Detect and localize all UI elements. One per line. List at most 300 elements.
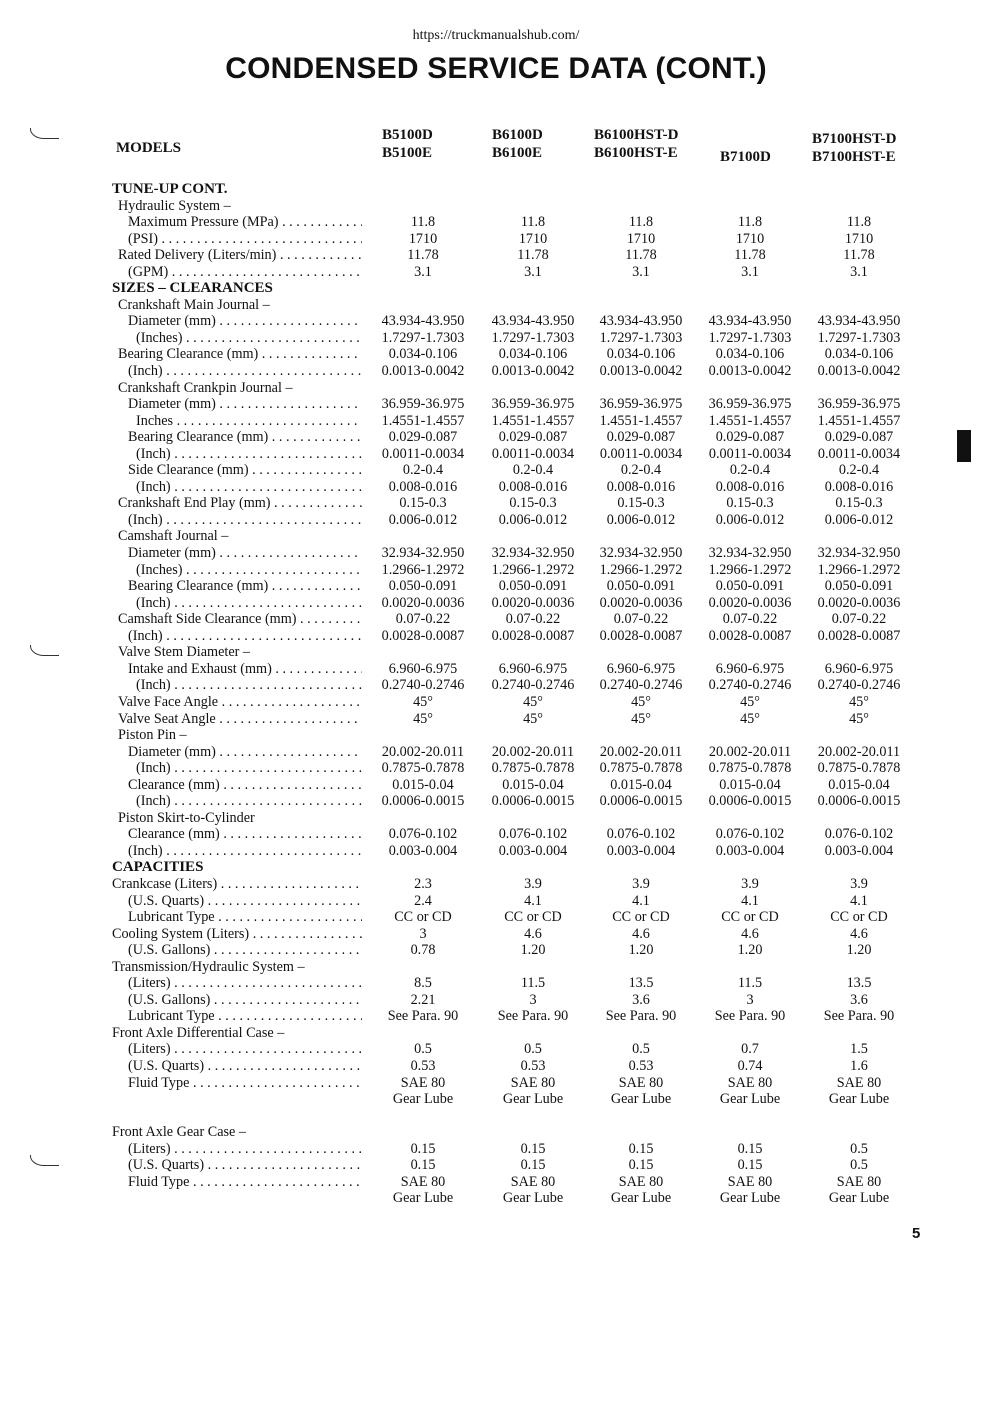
table-row (112, 959, 912, 976)
row-label: (Inch) . . . (112, 512, 362, 529)
value-cell: 43.934-43.950 (708, 313, 792, 330)
value-cell: 3.1 (632, 263, 650, 280)
value-cell: 0.0028-0.0087 (491, 627, 575, 644)
value-cell: 1710 (735, 230, 765, 247)
value-cell: 11.78 (843, 247, 875, 264)
table-row (112, 760, 912, 777)
table-row (112, 611, 912, 628)
table-row (112, 628, 912, 645)
value-cell: SAE 80 (836, 1173, 882, 1190)
value-cell: 0.008-0.016 (388, 478, 458, 495)
value-cell: 0.050-0.091 (498, 578, 568, 595)
row-label: Crankshaft End Play (mm) . . . (112, 495, 362, 512)
value-cell: 36.959-36.975 (817, 396, 901, 413)
value-cell: 43.934-43.950 (491, 313, 575, 330)
table-row (112, 330, 912, 347)
value-cell: 45° (413, 710, 433, 727)
row-label: (PSI) . . . (112, 231, 362, 248)
row-label: Hydraulic System – (118, 197, 231, 214)
table-row (112, 1058, 912, 1075)
table-row (112, 744, 912, 761)
value-cell: 3 (529, 991, 537, 1008)
value-cell: 0.0028-0.0087 (708, 627, 792, 644)
value-cell: 43.934-43.950 (817, 313, 901, 330)
model-name: B6100HST-D (594, 127, 679, 143)
row-label: Crankshaft Crankpin Journal – (118, 379, 293, 396)
row-label: (Inches) . . . (112, 562, 362, 579)
value-cell: See Para. 90 (714, 1008, 786, 1025)
table-row (112, 1141, 912, 1158)
value-cell: 45° (740, 693, 760, 710)
page-number: 5 (912, 1225, 921, 1242)
table-row (112, 346, 912, 363)
value-cell: 43.934-43.950 (599, 313, 683, 330)
row-label: Piston Pin – (118, 727, 187, 744)
value-cell: 13.5 (628, 975, 654, 992)
value-cell: 0.008-0.016 (715, 478, 785, 495)
value-cell: SAE 80 (618, 1074, 664, 1091)
value-cell: 0.050-0.091 (606, 578, 676, 595)
binding-hole-mark (30, 1155, 59, 1166)
value-cell: 0.15 (737, 1157, 763, 1174)
value-cell: 0.15-0.3 (509, 495, 557, 512)
value-cell: 1710 (626, 230, 656, 247)
table-row (112, 727, 912, 744)
value-cell: 20.002-20.011 (491, 743, 575, 760)
value-cell: 11.8 (628, 214, 654, 231)
value-cell: 2.4 (414, 892, 432, 909)
value-cell: 0.0020-0.0036 (381, 594, 465, 611)
value-cell: 3.9 (850, 875, 868, 892)
model-name: B6100D (492, 127, 543, 143)
value-cell: CC or CD (830, 909, 888, 926)
value-cell: 0.53 (520, 1057, 546, 1074)
value-cell: 0.5 (632, 1041, 650, 1058)
value-cell: Gear Lube (610, 1190, 672, 1207)
table-row (112, 1075, 912, 1092)
value-cell: 45° (523, 710, 543, 727)
value-cell: 32.934-32.950 (599, 545, 683, 562)
value-cell: 0.0006-0.0015 (381, 793, 465, 810)
value-cell: Gear Lube (828, 1091, 890, 1108)
row-label: (U.S. Quarts) . . . (112, 1157, 362, 1174)
value-cell: 1.2966-1.2972 (708, 561, 792, 578)
value-cell: 4.1 (741, 892, 759, 909)
row-label: (GPM) . . . (112, 264, 362, 281)
value-cell: 0.076-0.102 (715, 826, 785, 843)
value-cell: 11.8 (846, 214, 872, 231)
value-cell: 0.5 (850, 1157, 868, 1174)
row-label: Fluid Type . . . (112, 1075, 362, 1092)
table-row (112, 462, 912, 479)
value-cell: 32.934-32.950 (491, 545, 575, 562)
row-label: (Inch) . . . (112, 793, 362, 810)
table-row (112, 214, 912, 231)
value-cell: 0.034-0.106 (824, 346, 894, 363)
value-cell: 1.20 (846, 942, 872, 959)
value-cell: 0.076-0.102 (388, 826, 458, 843)
row-label: (Inch) . . . (112, 363, 362, 380)
value-cell: 0.0006-0.0015 (817, 793, 901, 810)
value-cell: 0.0011-0.0034 (599, 445, 683, 462)
value-cell: 0.7875-0.7878 (817, 760, 901, 777)
value-cell: 0.5 (524, 1041, 542, 1058)
row-label: (Inch) . . . (112, 677, 362, 694)
table-row (112, 942, 912, 959)
value-cell: 0.050-0.091 (715, 578, 785, 595)
row-label: (Inch) . . . (112, 628, 362, 645)
table-row (112, 677, 912, 694)
value-cell: 36.959-36.975 (599, 396, 683, 413)
value-cell: 0.008-0.016 (824, 478, 894, 495)
value-cell: 11.5 (737, 975, 763, 992)
value-cell: 0.2-0.4 (512, 462, 554, 479)
model-name: B7100D (720, 149, 771, 165)
value-cell: 45° (523, 693, 543, 710)
value-cell: 4.6 (741, 925, 759, 942)
value-cell: 6.960-6.975 (606, 660, 676, 677)
table-row (112, 545, 912, 562)
table-row (112, 826, 912, 843)
value-cell: 6.960-6.975 (824, 660, 894, 677)
value-cell: Gear Lube (502, 1190, 564, 1207)
value-cell: 0.53 (410, 1057, 436, 1074)
value-cell: 0.0020-0.0036 (599, 594, 683, 611)
value-cell: 0.015-0.04 (719, 776, 781, 793)
value-cell: 6.960-6.975 (388, 660, 458, 677)
row-label: (Liters) . . . (112, 975, 362, 992)
value-cell: 0.050-0.091 (824, 578, 894, 595)
value-cell: 32.934-32.950 (708, 545, 792, 562)
value-cell: 0.53 (628, 1057, 654, 1074)
value-cell: 0.050-0.091 (388, 578, 458, 595)
row-label: Diameter (mm) . . . (112, 545, 362, 562)
value-cell: 0.034-0.106 (498, 346, 568, 363)
table-row (112, 429, 912, 446)
model-column-5 (812, 130, 922, 166)
value-cell: 0.006-0.012 (388, 511, 458, 528)
value-cell: 3.9 (741, 875, 759, 892)
value-cell: 0.0020-0.0036 (708, 594, 792, 611)
value-cell: Gear Lube (719, 1091, 781, 1108)
value-cell: 0.015-0.04 (828, 776, 890, 793)
row-label: Camshaft Journal – (118, 528, 229, 545)
value-cell: 0.0013-0.0042 (381, 363, 465, 380)
value-cell: 0.15 (520, 1140, 546, 1157)
table-row (112, 711, 912, 728)
table-row (112, 992, 912, 1009)
value-cell: 0.076-0.102 (824, 826, 894, 843)
row-label: (U.S. Quarts) . . . (112, 893, 362, 910)
table-row (112, 495, 912, 512)
row-label: Rated Delivery (Liters/min) . . . (112, 247, 362, 264)
table-row (112, 975, 912, 992)
row-label: Front Axle Gear Case – (112, 1124, 246, 1141)
value-cell: 6.960-6.975 (715, 660, 785, 677)
value-cell: 11.8 (520, 214, 546, 231)
value-cell: 1.4551-1.4557 (491, 412, 575, 429)
value-cell: 0.5 (414, 1041, 432, 1058)
model-name: B6100HST-E (594, 145, 678, 161)
value-cell: 0.0020-0.0036 (817, 594, 901, 611)
table-row (112, 926, 912, 943)
value-cell: 0.0020-0.0036 (491, 594, 575, 611)
value-cell: 43.934-43.950 (381, 313, 465, 330)
row-label: Valve Stem Diameter – (118, 644, 250, 661)
table-row (112, 198, 912, 215)
value-cell: 0.0006-0.0015 (491, 793, 575, 810)
value-cell: 20.002-20.011 (381, 743, 465, 760)
value-cell: 1.2966-1.2972 (599, 561, 683, 578)
value-cell: 0.003-0.004 (606, 842, 676, 859)
value-cell: 0.15-0.3 (617, 495, 665, 512)
table-row (112, 810, 912, 827)
value-cell: 45° (849, 693, 869, 710)
value-cell: CC or CD (721, 909, 779, 926)
value-cell: 36.959-36.975 (708, 396, 792, 413)
value-cell: 2.21 (410, 991, 436, 1008)
value-cell: 0.034-0.106 (388, 346, 458, 363)
value-cell: 0.0006-0.0015 (599, 793, 683, 810)
value-cell: 0.15-0.3 (726, 495, 774, 512)
value-cell: 0.008-0.016 (606, 478, 676, 495)
value-cell: SAE 80 (400, 1074, 446, 1091)
value-cell: See Para. 90 (823, 1008, 895, 1025)
value-cell: 1.7297-1.7303 (599, 329, 683, 346)
table-row (112, 363, 912, 380)
row-label: Diameter (mm) . . . (112, 313, 362, 330)
row-label: Inches . . . (112, 413, 362, 430)
value-cell: Gear Lube (828, 1190, 890, 1207)
section-heading (112, 181, 912, 198)
value-cell: 0.0013-0.0042 (817, 363, 901, 380)
row-label: (U.S. Gallons) . . . (112, 942, 362, 959)
value-cell: 20.002-20.011 (599, 743, 683, 760)
value-cell: 45° (740, 710, 760, 727)
row-label: Fluid Type . . . (112, 1174, 362, 1191)
value-cell: 11.78 (734, 247, 766, 264)
value-cell: 0.006-0.012 (824, 511, 894, 528)
value-cell: See Para. 90 (387, 1008, 459, 1025)
value-cell: 0.006-0.012 (498, 511, 568, 528)
model-name: B6100E (492, 145, 543, 161)
value-cell: 2.3 (414, 875, 432, 892)
value-cell: 1.7297-1.7303 (817, 329, 901, 346)
value-cell: 0.029-0.087 (715, 429, 785, 446)
value-cell: 1.20 (520, 942, 546, 959)
row-label: (Liters) . . . (112, 1041, 362, 1058)
value-cell: 11.78 (625, 247, 657, 264)
value-cell: SAE 80 (727, 1074, 773, 1091)
value-cell: 0.2-0.4 (402, 462, 444, 479)
row-label: Intake and Exhaust (mm) . . . (112, 661, 362, 678)
table-row (112, 1008, 912, 1025)
value-cell: 0.15-0.3 (835, 495, 883, 512)
value-cell: 4.6 (632, 925, 650, 942)
row-label: (Inches) . . . (112, 330, 362, 347)
table-row (112, 313, 912, 330)
value-cell: 0.0028-0.0087 (381, 627, 465, 644)
table-row (112, 644, 912, 661)
value-cell: 4.1 (524, 892, 542, 909)
value-cell: 0.015-0.04 (610, 776, 672, 793)
row-label: (Inch) . . . (112, 479, 362, 496)
value-cell: 0.15 (520, 1157, 546, 1174)
value-cell: 3.1 (850, 263, 868, 280)
value-cell: 0.0028-0.0087 (817, 627, 901, 644)
row-label: Crankshaft Main Journal – (118, 296, 270, 313)
table-row (112, 1190, 912, 1207)
models-header (116, 126, 916, 166)
value-cell: See Para. 90 (605, 1008, 677, 1025)
value-cell: 0.15 (410, 1140, 436, 1157)
value-cell: 0.07-0.22 (505, 611, 561, 628)
row-label: Diameter (mm) . . . (112, 744, 362, 761)
value-cell: 0.029-0.087 (606, 429, 676, 446)
value-cell: 11.8 (737, 214, 763, 231)
value-cell: 3.1 (741, 263, 759, 280)
value-cell: 0.2740-0.2746 (381, 677, 465, 694)
value-cell: 0.0011-0.0034 (491, 445, 575, 462)
table-row (112, 1108, 912, 1125)
row-label: SIZES – CLEARANCES (112, 280, 273, 297)
value-cell: 11.78 (407, 247, 439, 264)
value-cell: 0.015-0.04 (392, 776, 454, 793)
model-name: B7100HST-E (812, 149, 896, 165)
row-label: Camshaft Side Clearance (mm) . . . (112, 611, 362, 628)
value-cell: 0.15 (628, 1157, 654, 1174)
value-cell: 11.5 (520, 975, 546, 992)
value-cell: 32.934-32.950 (381, 545, 465, 562)
table-row (112, 247, 912, 264)
value-cell: 0.029-0.087 (498, 429, 568, 446)
table-row (112, 1091, 912, 1108)
value-cell: 4.6 (524, 925, 542, 942)
value-cell: Gear Lube (502, 1091, 564, 1108)
value-cell: 0.003-0.004 (498, 842, 568, 859)
value-cell: SAE 80 (400, 1173, 446, 1190)
value-cell: SAE 80 (510, 1074, 556, 1091)
model-name: B5100D (382, 127, 433, 143)
table-row (112, 876, 912, 893)
row-label: Maximum Pressure (MPa) . . . (112, 214, 362, 231)
value-cell: 1.4551-1.4557 (708, 412, 792, 429)
value-cell: Gear Lube (610, 1091, 672, 1108)
row-label: (Inch) . . . (112, 760, 362, 777)
table-row (112, 297, 912, 314)
value-cell: 0.003-0.004 (715, 842, 785, 859)
model-name: B5100E (382, 145, 433, 161)
value-cell: 4.1 (632, 892, 650, 909)
value-cell: 0.15 (410, 1157, 436, 1174)
value-cell: SAE 80 (618, 1173, 664, 1190)
value-cell: 0.07-0.22 (613, 611, 669, 628)
value-cell: 1.7297-1.7303 (491, 329, 575, 346)
value-cell: 45° (413, 693, 433, 710)
row-label: TUNE-UP CONT. (112, 181, 228, 197)
value-cell: 45° (849, 710, 869, 727)
value-cell: 3.1 (414, 263, 432, 280)
value-cell: 45° (631, 710, 651, 727)
value-cell: 1.4551-1.4557 (599, 412, 683, 429)
edge-tab-mark (957, 430, 971, 462)
row-label: Clearance (mm) . . . (112, 777, 362, 794)
table-row (112, 528, 912, 545)
value-cell: 0.2-0.4 (620, 462, 662, 479)
value-cell: 3 (419, 925, 427, 942)
value-cell: 0.034-0.106 (715, 346, 785, 363)
table-row (112, 793, 912, 810)
row-label: (Liters) . . . (112, 1141, 362, 1158)
value-cell: 45° (631, 693, 651, 710)
value-cell: 0.0013-0.0042 (708, 363, 792, 380)
value-cell: 1.4551-1.4557 (381, 412, 465, 429)
value-cell: 0.006-0.012 (606, 511, 676, 528)
table-row (112, 1041, 912, 1058)
row-label: Transmission/Hydraulic System – (112, 958, 305, 975)
value-cell: 6.960-6.975 (498, 660, 568, 677)
model-column-2 (492, 126, 602, 162)
value-cell: 4.1 (850, 892, 868, 909)
row-label: Bearing Clearance (mm) . . . (112, 346, 362, 363)
table-row (112, 578, 912, 595)
value-cell: CC or CD (504, 909, 562, 926)
value-cell: 20.002-20.011 (817, 743, 901, 760)
value-cell: Gear Lube (392, 1091, 454, 1108)
value-cell: 0.07-0.22 (722, 611, 778, 628)
value-cell: 0.15 (628, 1140, 654, 1157)
value-cell: 32.934-32.950 (817, 545, 901, 562)
table-row (112, 1157, 912, 1174)
value-cell: 1.4551-1.4557 (817, 412, 901, 429)
value-cell: 11.8 (410, 214, 436, 231)
model-column-1 (382, 126, 492, 162)
row-label: Crankcase (Liters) . . . (112, 876, 362, 893)
value-cell: 1.2966-1.2972 (817, 561, 901, 578)
value-cell: 0.029-0.087 (824, 429, 894, 446)
value-cell: 1710 (844, 230, 874, 247)
table-row (112, 413, 912, 430)
value-cell: 3.9 (524, 875, 542, 892)
value-cell: 1.7297-1.7303 (381, 329, 465, 346)
value-cell: Gear Lube (719, 1190, 781, 1207)
table-row (112, 661, 912, 678)
value-cell: 0.0013-0.0042 (599, 363, 683, 380)
section-heading (112, 859, 912, 876)
value-cell: 0.07-0.22 (395, 611, 451, 628)
models-label: MODELS (116, 140, 182, 156)
table-row (112, 446, 912, 463)
row-label: Lubricant Type . . . (112, 1008, 362, 1025)
table-row (112, 231, 912, 248)
section-heading (112, 280, 912, 297)
table-row (112, 1174, 912, 1191)
page-title: CONDENSED SERVICE DATA (CONT.) (225, 52, 767, 85)
row-label: Bearing Clearance (mm) . . . (112, 578, 362, 595)
value-cell: 0.2740-0.2746 (599, 677, 683, 694)
value-cell: 0.0011-0.0034 (817, 445, 901, 462)
value-cell: 0.2-0.4 (838, 462, 880, 479)
value-cell: 1.7297-1.7303 (708, 329, 792, 346)
binding-hole-mark (30, 645, 59, 656)
value-cell: 20.002-20.011 (708, 743, 792, 760)
value-cell: 3.6 (850, 991, 868, 1008)
value-cell: 0.0013-0.0042 (491, 363, 575, 380)
value-cell: 0.076-0.102 (606, 826, 676, 843)
table-row (112, 479, 912, 496)
row-label: (Inch) . . . (112, 446, 362, 463)
value-cell: SAE 80 (836, 1074, 882, 1091)
